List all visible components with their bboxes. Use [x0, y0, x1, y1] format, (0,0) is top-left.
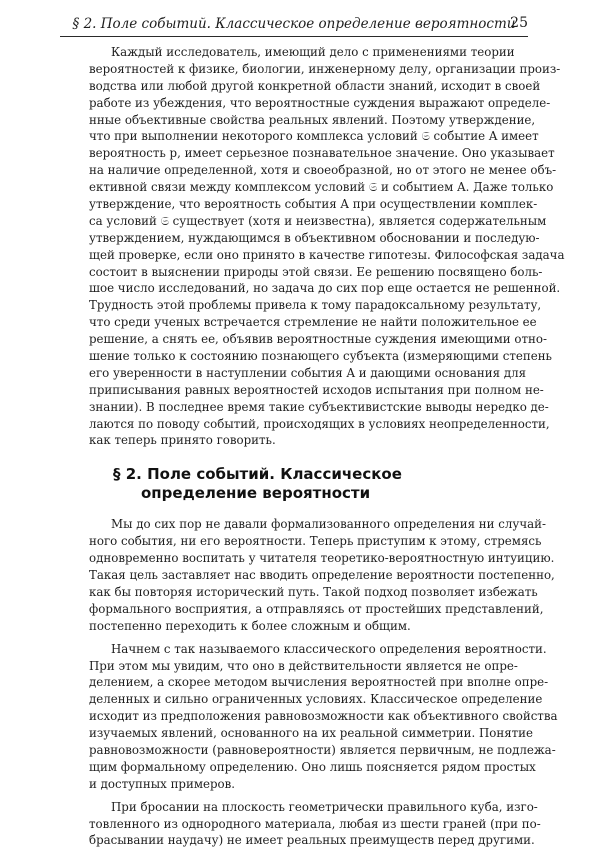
- text-line: утверждением, нуждающимся в объективном обосновании и последую-: [89, 230, 540, 245]
- page-number: 25: [510, 15, 528, 31]
- text-line: При этом мы увидим, что оно в действительности является не опре-: [89, 658, 518, 673]
- heading-line: § 2. Поле событий. Классическое: [113, 465, 402, 484]
- text-line: работе из убеждения, что вероятностные суждения выражают определе-: [89, 95, 551, 110]
- section-heading: [113, 465, 509, 503]
- text-line: ного события, ни его вероятности. Теперь приступим к этому, стремясь: [89, 534, 542, 549]
- text-line: равновозможности (равновероятности) является первичным, не подлежа-: [89, 742, 556, 757]
- text-line: нные объективные свойства реальных явлений. Поэтому утверждение,: [89, 112, 536, 127]
- text-line: Мы до сих пор не давали формализованного определения ни случай-: [111, 517, 547, 532]
- text-line: как бы повторяя исторический путь. Такой подход позволяет избежать: [89, 584, 538, 599]
- text-line: делением, а скорее методом вычисления вероятностей при вполне опре-: [89, 675, 549, 690]
- text-line: изучаемых явлений, основанного на их реальной симметрии. Понятие: [89, 726, 534, 741]
- intro-paragraphs: [89, 44, 565, 449]
- text-line: шение только к состоянию познающего субъекта (измеряющими степень: [89, 349, 552, 364]
- text-line: исходит из предположения равновозможности как объективного свойства: [89, 709, 558, 724]
- text-line: товленного из однородного материала, любая из шести граней (при по-: [89, 816, 541, 831]
- text-line: что среди ученых встречается стремление не найти положительное ее: [89, 315, 537, 330]
- paragraph: [89, 44, 565, 449]
- text-line: щим формальному определению. Оно лишь поясняется рядом простых: [89, 759, 536, 774]
- heading-line: определение вероятности: [141, 484, 371, 503]
- text-line: одновременно воспитать у читателя теоретико-вероятностную интуицию.: [89, 551, 555, 566]
- text-line: шое число исследований, но задача до сих пор еще остается не решенной.: [89, 281, 561, 296]
- text-line: как теперь принято говорить.: [89, 433, 276, 448]
- text-line: щей проверке, если оно принято в качестве гипотезы. Философская задача: [89, 247, 565, 262]
- text-line: приписывания равных вероятностей исходов испытания при полном не-: [89, 382, 544, 397]
- text-line: утверждение, что вероятность события A при осуществлении комплек-: [89, 197, 538, 212]
- text-line: лаются по поводу событий, происходящих в условиях неопределенности,: [89, 416, 550, 431]
- paragraph: [89, 641, 558, 793]
- text-line: и доступных примеров.: [89, 776, 236, 791]
- text-line: его уверенности в наступлении события A и дающими основания для: [89, 365, 527, 380]
- text-line: решение, а снять ее, объявив вероятностные суждения имеющими отно-: [89, 332, 547, 347]
- running-head: [60, 14, 528, 37]
- text-line: ективной связи между комплексом условий 𝔖 и событием A. Даже только: [89, 180, 554, 195]
- body-text: [89, 44, 565, 849]
- text-line: Каждый исследователь, имеющий дело с применениями теории: [111, 45, 515, 59]
- section-paragraphs: [89, 516, 558, 849]
- text-line: са условий 𝔖 существует (хотя и неизвестна), является содержательным: [89, 213, 547, 228]
- text-line: постепенно переходить к более сложным и общим.: [89, 618, 411, 633]
- text-line: Начнем с так называемого классического определения вероятности.: [111, 641, 547, 656]
- text-line: Такая цель заставляет нас вводить определение вероятности постепенно,: [89, 568, 555, 583]
- text-line: состоит в выяснении природы этой связи. Ее решению посвящено боль-: [89, 264, 543, 279]
- text-line: деленных и сильно ограниченных условиях. Классическое определение: [89, 692, 543, 707]
- text-line: вероятность p, имеет серьезное познавательное значение. Оно указывает: [89, 146, 555, 161]
- text-line: водства или любой другой конкретной области знаний, исходит в своей: [89, 78, 541, 93]
- text-line: что при выполнении некоторого комплекса условий 𝔖 событие A имеет: [89, 129, 539, 144]
- text-line: на наличие определенной, хотя и своеобразной, но от этого не менее объ-: [89, 163, 557, 178]
- running-title: § 2. Поле событий. Классическое определение вероятности: [72, 16, 516, 32]
- text-line: Трудность этой проблемы привела к тому парадоксальному результату,: [89, 298, 542, 313]
- text-line: При бросании на плоскость геометрически правильного куба, изго-: [111, 799, 538, 814]
- paragraph: [89, 799, 541, 849]
- text-line: формального восприятия, а отправляясь от простейших представлений,: [89, 601, 544, 616]
- paragraph: [89, 516, 555, 634]
- text-line: брасывании наудачу) не имеет реальных преимуществ перед другими.: [89, 833, 535, 848]
- text-line: знании). В последнее время такие субъективистские выводы нередко де-: [89, 399, 549, 414]
- text-line: вероятностей к физике, биологии, инженерному делу, организации произ-: [89, 61, 561, 76]
